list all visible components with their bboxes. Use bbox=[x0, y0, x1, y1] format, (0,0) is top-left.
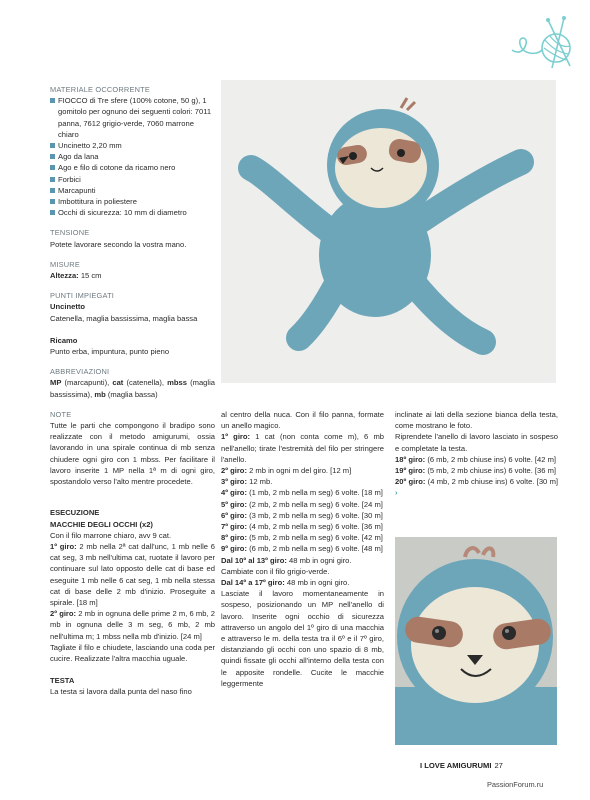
magazine-name: I LOVE AMIGURUMI bbox=[420, 761, 492, 770]
head-round: 6º giro: (3 mb, 2 mb nella m seg) 6 volte. [30 m] bbox=[221, 510, 383, 520]
left-column bbox=[50, 84, 215, 698]
embroidery-title: Ricamo bbox=[50, 335, 78, 345]
right-column bbox=[395, 409, 558, 499]
continue-arrow-icon: › bbox=[395, 488, 398, 498]
eyes-round-1: 1º giro: 2 mb nella 2ª cat dall'unc, 1 mb nelle 6 cat seg, 3 mb nell'ultima cat, ruotate il lavoro per continuare sul lato opposto delle cat di base ed eseguite 1 mb nelle 6 cat seg, 1 mb nella stessa cat di base delle 2 mb d'inizio. Proseguite a spirale. [18 m] bbox=[50, 541, 215, 607]
page-footer bbox=[420, 761, 503, 770]
list-item: Ago e filo di cotone da ricamo nero bbox=[50, 162, 215, 173]
color-change: Cambiate con il filo grigio-verde. bbox=[221, 566, 330, 576]
materials-heading: MATERIALE OCCORRENTE bbox=[50, 85, 150, 94]
tension-text: Potete lavorare secondo la vostra mano. bbox=[50, 239, 187, 249]
yarn-ball-heart-icon bbox=[508, 14, 580, 72]
head-round: Dal 14º a 17º giro: 48 mb in ogni giro. bbox=[221, 578, 350, 588]
list-item: Occhi di sicurezza: 10 mm di diametro bbox=[50, 207, 215, 218]
eyes-finish: Tagliate il filo e chiudete, lasciando una coda per cucire. Realizzate l'altra macchia uguale. bbox=[50, 642, 215, 663]
list-item: Forbici bbox=[50, 174, 215, 185]
head-round: 1º giro: 1 cat (non conta come m), 6 mb nell'anello; tirate l'estremità del filo per stringere l'anello. bbox=[221, 432, 384, 464]
tension-heading: TENSIONE bbox=[50, 228, 90, 238]
head-round: 18º giro: (6 mb, 2 mb chiuse ins) 6 volte. [42 m] bbox=[395, 454, 557, 464]
patch-placement: inclinate ai lati della sezione bianca della testa, come mostrano le foto. bbox=[395, 410, 558, 431]
head-title: TESTA bbox=[50, 676, 75, 686]
page-number: 27 bbox=[494, 761, 503, 770]
list-item: Ago da lana bbox=[50, 151, 215, 162]
head-round: 8º giro: (5 mb, 2 mb nella m seg) 6 volte. [42 m] bbox=[221, 533, 383, 543]
sloth-illustration bbox=[221, 80, 556, 383]
embroidery-stitches: Punto erba, impuntura, punto pieno bbox=[50, 347, 170, 357]
materials-list bbox=[50, 95, 215, 218]
eyes-round-2: 2º giro: 2 mb in ognuna delle prime 2 m, 6 mb, 2 mb in ognuna delle 3 m seg, 6 mb, 2 mb nell'ultima m; 1 mbss nella mb d'inizio. [24 m] bbox=[50, 609, 215, 641]
watermark: PassionForum.ru bbox=[487, 780, 544, 789]
head-round: 4º giro: (1 mb, 2 mb nella m seg) 6 volte. [18 m] bbox=[221, 488, 383, 498]
resume-text: Riprendete l'anello di lavoro lasciato in sospeso e completate la testa. bbox=[395, 432, 558, 453]
head-text: La testa si lavora dalla punta del naso fino bbox=[50, 687, 192, 697]
sloth-photo-full bbox=[221, 80, 556, 383]
eyes-title: MACCHIE DEGLI OCCHI (x2) bbox=[50, 519, 153, 529]
sloth-photo-closeup bbox=[395, 537, 557, 745]
execution-heading: ESECUZIONE bbox=[50, 508, 100, 518]
measures-heading: MISURE bbox=[50, 259, 80, 269]
head-round: 19º giro: (5 mb, 2 mb chiuse ins) 6 volte. [36 m] bbox=[395, 466, 557, 476]
crochet-stitches: Catenella, maglia bassissima, maglia bassa bbox=[50, 313, 198, 323]
eyes-intro: Con il filo marrone chiaro, avv 9 cat. bbox=[50, 530, 172, 540]
list-item: Marcapunti bbox=[50, 185, 215, 196]
height-value: Altezza: 15 cm bbox=[50, 271, 102, 281]
head-round: 7º giro: (4 mb, 2 mb nella m seg) 6 volte. [36 m] bbox=[221, 522, 383, 532]
list-item: FIOCCO di Tre sfere (100% cotone, 50 g), 1 gomitolo per ognuno dei seguenti colori: 7011 panna, 7612 grigio-verde, 7060 marrone chiaro bbox=[50, 95, 215, 140]
head-start: al centro della nuca. Con il filo panna, formate un anello magico. bbox=[221, 410, 384, 431]
list-item: Imbottitura in poliestere bbox=[50, 196, 215, 207]
sloth-face-illustration bbox=[395, 537, 557, 745]
head-round: 2º giro: 2 mb in ogni m del giro. [12 m] bbox=[221, 466, 352, 476]
list-item: Uncinetto 2,20 mm bbox=[50, 140, 215, 151]
head-round: 9º giro: (6 mb, 2 mb nella m seg) 6 volte. [48 m] bbox=[221, 544, 383, 554]
middle-column bbox=[221, 409, 384, 689]
note-heading: NOTE bbox=[50, 409, 72, 419]
abbreviations-text: MP (marcapunti), cat (catenella), mbss (maglia bassissima), mb (maglia bassa) bbox=[50, 378, 215, 399]
note-text: Tutte le parti che compongono il bradipo sono realizzate con il metodo amigurumi, ossia lavorando in una spirale continua di mb senza chiudere ogni giro con 1 mbss. Per facilitare il lavoro inserite 1 MP nella 1ª m di ogni giro, spostandolo verso l'alto mentre procedete. bbox=[50, 421, 215, 487]
head-round: Dal 10º al 13º giro: 48 mb in ogni giro. bbox=[221, 555, 352, 565]
abbreviations-heading: ABBREVIAZIONI bbox=[50, 367, 110, 377]
crochet-title: Uncinetto bbox=[50, 302, 86, 312]
eyes-placement: Lasciate il lavoro momentaneamente in sospeso, posizionando un MP nell'anello di lavoro. Inserite ogni occhio di sicurezza attraverso un angolo del 1º giro di una macchia e attraverso le m. della testa tra il 6º e il 7º giro, distanziando gli occhi con uno spazio di 8 mb, quindi fissate gli occhi all'interno della testa con le apposite rondelle. Cucite le macchie leggermente bbox=[221, 589, 384, 688]
head-round: 5º giro: (2 mb, 2 mb nella m seg) 6 volte. [24 m] bbox=[221, 499, 383, 509]
head-round: 20º giro: (4 mb, 2 mb chiuse ins) 6 volte. [30 m] › bbox=[395, 477, 558, 498]
stitches-heading: PUNTI IMPIEGATI bbox=[50, 291, 115, 301]
head-round: 3º giro: 12 mb. bbox=[221, 477, 273, 487]
